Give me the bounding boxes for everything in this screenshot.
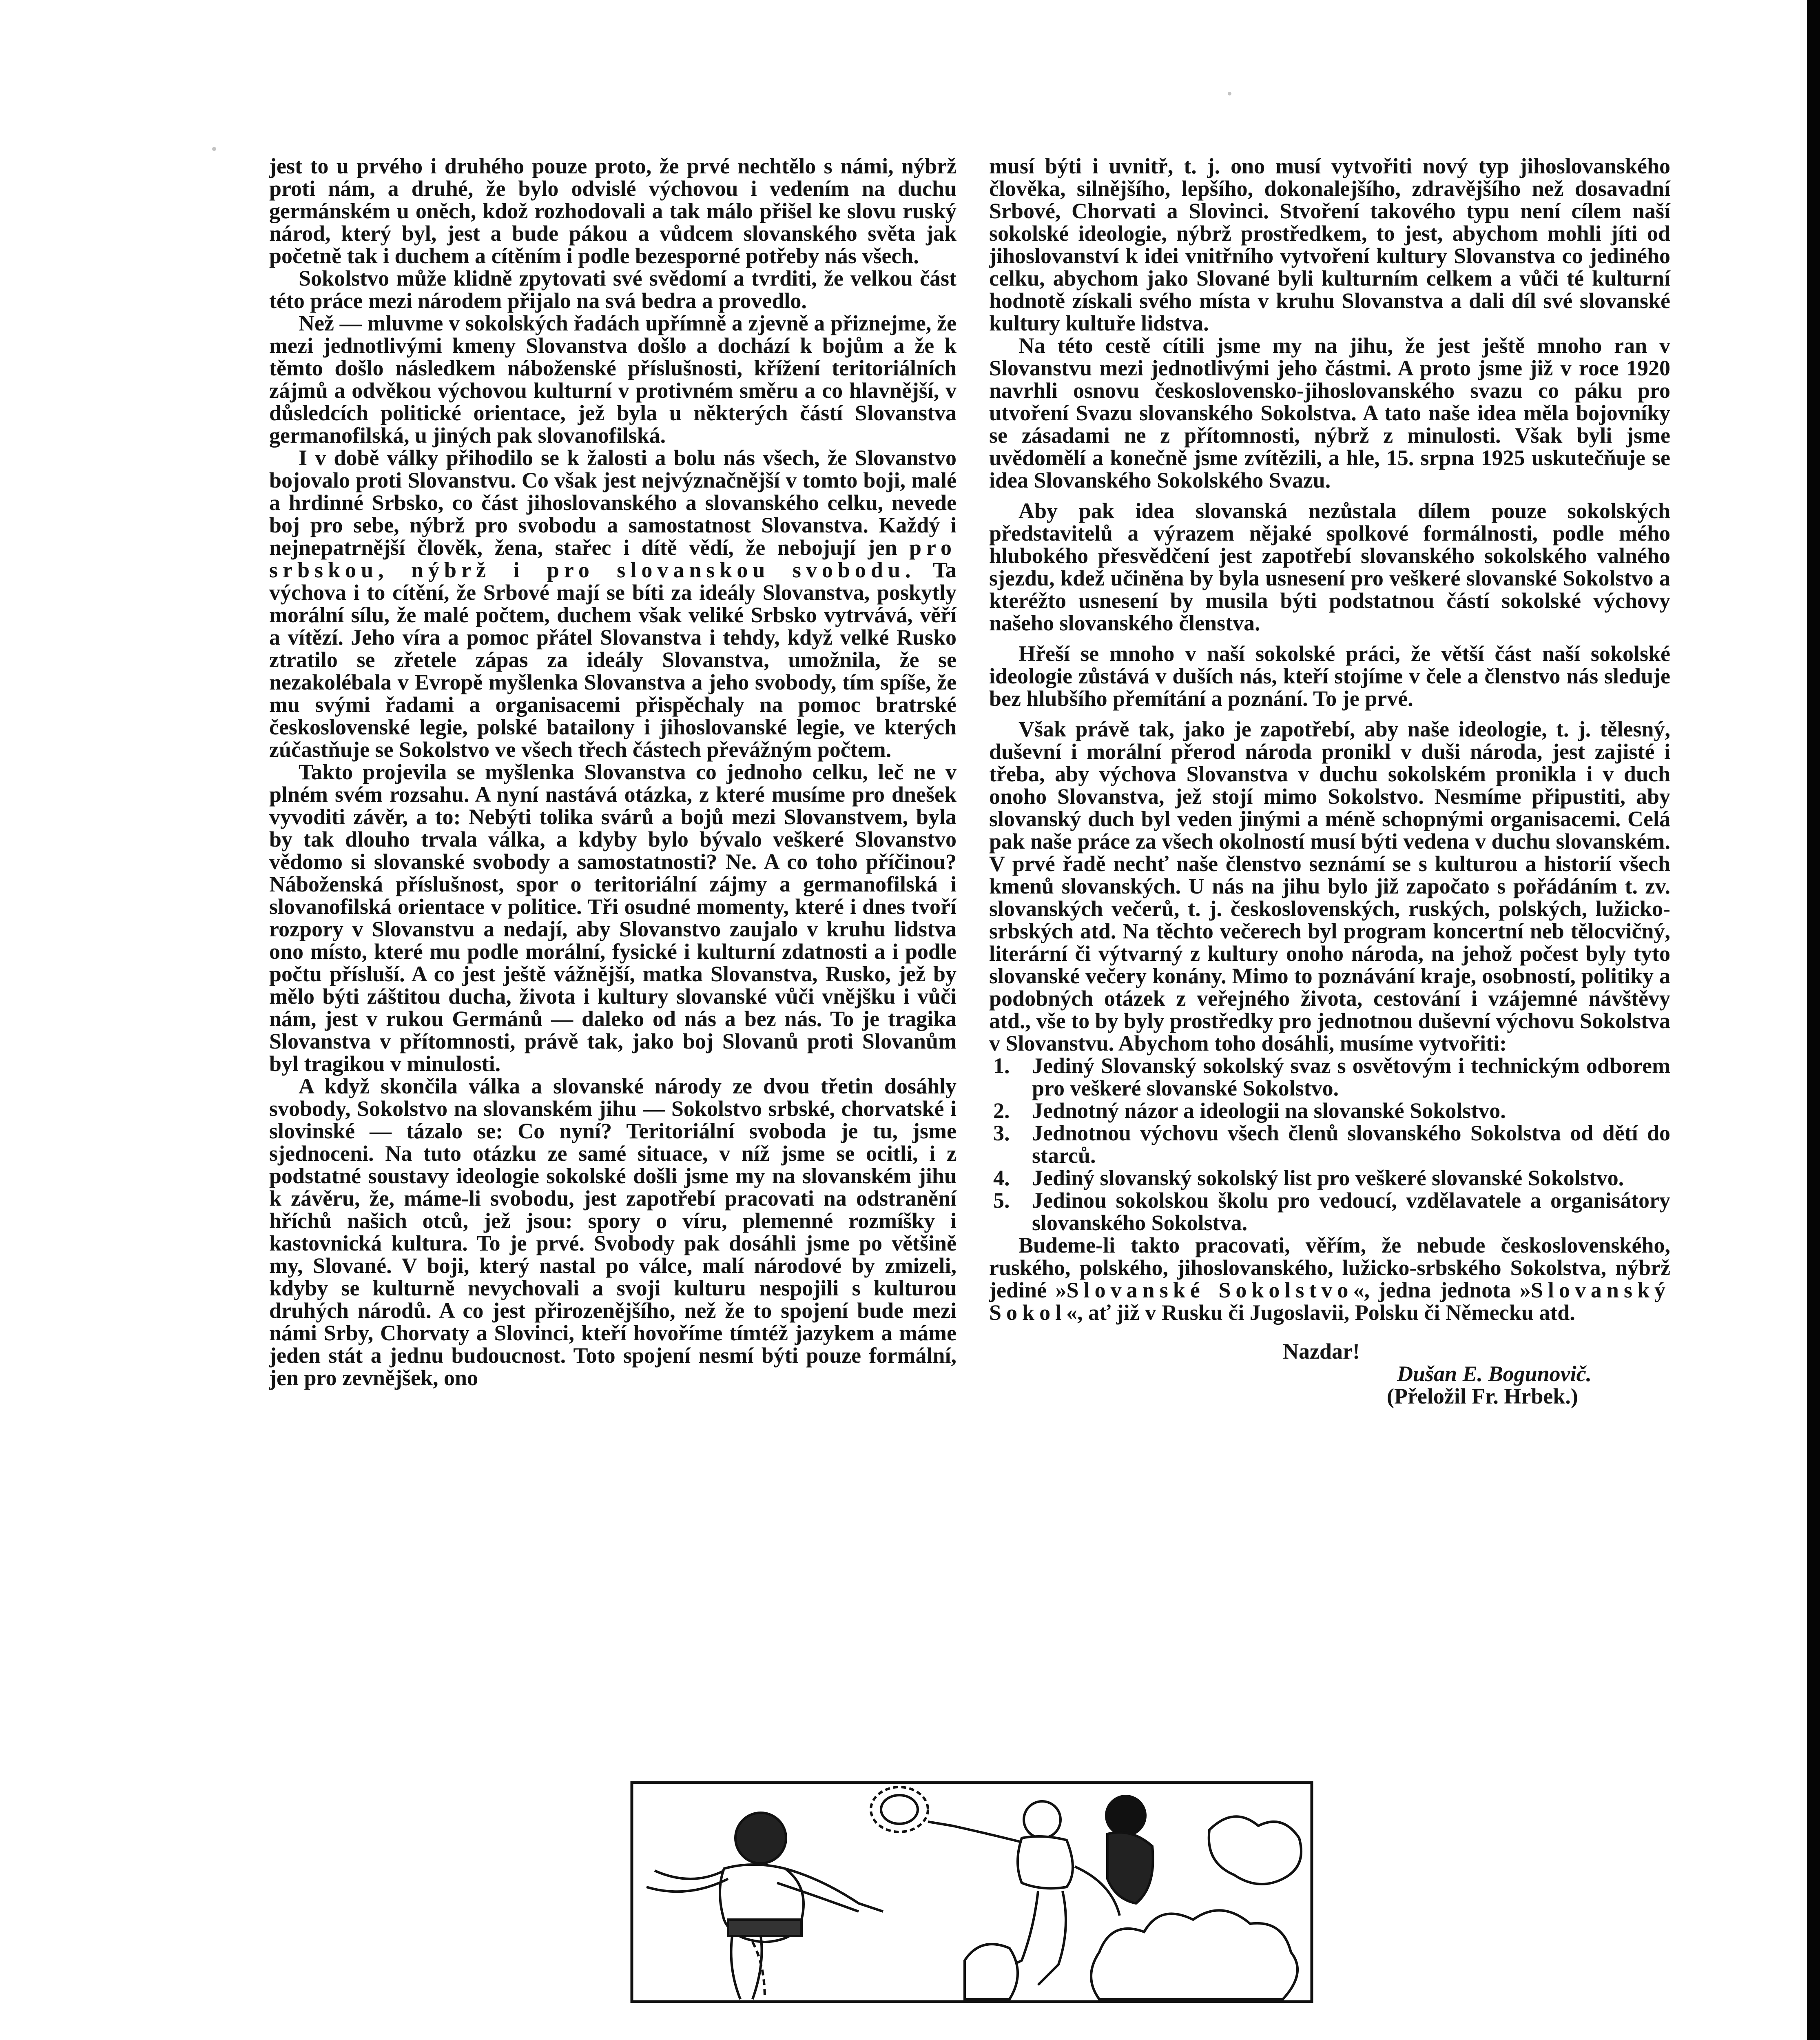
dark-figure-right (1106, 1796, 1153, 1903)
paragraph: Na této cestě cítili jsme my na jihu, že jest ještě mnoho ran v Slovanstvu mezi jednotlivými jeho částmi. A proto jsme již v roce 1920 navrhli osnovu československo-jihoslovanského svazu co páku pro utvoření Svazu slovanského Sokolstva. A tato naše idea měla bojovníky se zásadami ne z přítomnosti, nýbrž z minulosti. Však byli jsme uvědomělí a konečně jsme zvítězili, a hle, 15. srpna 1925 uskutečňuje se idea Slovanského Sokolského Svazu. (989, 333, 1670, 492)
author-signature: Dušan E. Bogunovič. (1397, 1361, 1592, 1386)
left-text-column (269, 155, 956, 1389)
salutation: Nazdar! (1283, 1339, 1360, 1364)
paragraph: Než — mluvme v sokolských řadách upřímně a zjevně a přiznejme, že mezi jednotlivými kmeny Slovanstva došlo a dochází k bojům a že k těmto došlo následkem náboženské příslušnosti, křížení teritoriálních zájmů a odvěkou výchovou kulturní v protivném směru a co hlavnější, v důsledcích politické orientace, jež byla u některých částí Slovanstva germanofilská, u jiných pak slovanofilská. (269, 311, 956, 448)
list-number: 5. (993, 1188, 1010, 1213)
translator-credit: (Přeložil Fr. Hrbek.) (1387, 1384, 1578, 1408)
spaced-emphasis: Slovanské Sokolstvo (1066, 1278, 1353, 1302)
closing-paragraph (989, 1234, 1670, 1324)
paragraph: jest to u prvého i druhého pouze proto, že prvé nechtělo s námi, nýbrž proti nám, a druhé, že bylo odvislé výchovou i vedením na duchu germánském u oněch, kdož rozhodovali a tak málo přišel ke slovu ruský národ, který byl, jest a bude pákou a vůdcem slovanského světa jak početně tak i duchem a cítěním i podle bezesporné potřeby nás všech. (269, 154, 956, 268)
paragraph: Aby pak idea slovanská nezůstala dílem pouze sokolských představitelů a výrazem nějaké spolkové formálnosti, podle mého hlubokého přesvědčení jest zapotřebí slovanského sokolského valného sjezdu, kdež učiněna by byla usnesení pro veškeré slovanské Sokolstvo a kteréžto usnesení by musila býti podstatnou částí sokolské výchovy našeho slovanského členstva. (989, 499, 1670, 635)
paragraph-text: Budeme-li takto pracovati, věřím, že nebude československého, ruského, polského, jihoslovanského, lužicko-srbského Sokolstva, nýbrž jediné » (989, 1233, 1670, 1302)
scan-speck (212, 147, 216, 151)
paragraph-text: «, ať již v Rusku či Jugoslavii, Polsku či Německu atd. (1066, 1300, 1575, 1325)
paragraph: A když skončila válka a slovanské národy ze dvou třetin dosáhly svobody, Sokolstvo na slovanském jihu — Sokolstvo srbské, chorvatské i slovinské — tázalo se: Co nyní? Teritoriální svoboda je tu, jsme sjednoceni. Na tuto otázku ze samé situace, v níž jsme se ocitli, i z podstatné soustavy ideologie sokolské došli jsme my na slovanském jihu k závěru, že, máme-li svobodu, jest zapotřebí pracovati na odstranění hříchů našich otců, jež jsou: spory o víru, plemenné rozmíšky i kastovnická kultura. To je prvé. Svobody pak dosáhli jsme po většině my, Slované. V boji, který nastal po válce, malí národové by zmizeli, kdyby se kulturně nevychovali a svoji kulturu nespojili s kulturou druhých národů. A co jest přirozenějšího, než že to spojení bude mezi námi Srby, Chorvaty a Slovinci, kteří hovoříme tímtéž jazykem a máme jeden stát a jednu budoucnost. Toto spojení nesmí býti pouze formální, jen pro zevnějšek, ono (269, 1074, 956, 1390)
list-number: 4. (993, 1166, 1010, 1190)
paragraph: Sokolstvo může klidně zpytovati své svědomí a tvrditi, že velkou část této práce mezi národem přijalo na svá bedra a provedlo. (269, 266, 956, 313)
numbered-list (989, 1055, 1670, 1234)
paragraph-text: I v době války přihodilo se k žalosti a bolu nás všech, že Slovanstvo bojovalo proti Slovanstvu. Co však jest nejvýznačnější v tomto boji, malé a hrdinné Srbsko, co část jihoslovanského a slovanského celku, nevede boj pro sebe, nýbrž pro svobodu a samostatnost Slovanstva. Každý i nejnepatrnější člověk, žena, stařec i dítě vědí, že nebojují jen (269, 446, 956, 560)
paragraph: Hřeší se mnoho v naší sokolské práci, že větší část naší sokolské ideologie zůstává v duších nás, kteří stojíme v čele a členstvo nás sleduje bez hlubšího přemítání a poznání. To je prvé. (989, 641, 1670, 711)
paragraph: musí býti i uvnitř, t. j. ono musí vytvořiti nový typ jihoslovanského člověka, silnějšího, lepšího, dokonalejšího, zdravějšího než dosavadní Srbové, Chorvati a Slovinci. Stvoření takového typu není cílem naší sokolské ideologie, nýbrž prostředkem, to jest, abychom mohli jíti od jihoslovanství k idei vnitřního vytvoření kultury Slovanstva co jediného celku, abychom jako Slované byli kulturním celkem a vůči té kulturní hodnotě získali svého místa v kruhu Slovanstva a dali díl své slovanské kultury kultuře lidstva. (989, 154, 1670, 335)
spaced-emphasis: pro srbskou, nýbrž i pro slovanskou svobodu. (269, 535, 957, 582)
decorative-illustration (630, 1781, 1313, 2003)
list-text: Jediný slovanský sokolský list pro veškeré slovanské Sokolstvo. (1032, 1166, 1624, 1190)
list-number: 1. (993, 1053, 1010, 1078)
paragraph: Takto projevila se myšlenka Slovanstva co jednoho celku, leč ne v plném svém rozsahu. A nyní nastává otázka, z které musíme pro dnešek vyvoditi závěr, a to: Nebýti tolika svárů a bojů mezi Slovanstvem, byla by tak dlouho trvala válka, a kdyby bylo bývalo veškeré Slovanstvo vědomo si slovanské svobody a samostatnosti? Ne. A co toho příčinou? Náboženská příslušnost, spor o teritoriální zájmy a germanofilská i slovanofilská orientace v politice. Tři osudné momenty, které i dnes tvoří rozpory v Slovanstvu a nedají, aby Slovanstvo zaujalo v kruhu lidstva ono místo, které mu podle morální, fysické i kulturní zdatnosti a i podle počtu přísluší. A co jest ještě vážnější, matka Slovanstva, Rusko, jež by mělo býti záštitou ducha, života i kultury slovanské vůči vnějšku i vůči nám, jest v rukou Germánů — daleko od nás a bez nás. To je tragika Slovanstva v přítomnosti, právě tak, jako boj Slovanů proti Slovanům byl tragikou v minulosti. (269, 760, 956, 1076)
list-item (989, 1055, 1670, 1100)
list-text: Jednotný názor a ideologii na slovanské Sokolstvo. (1032, 1098, 1506, 1123)
list-item (989, 1122, 1670, 1167)
paragraph-text: Ta výchova i to cítění, že Srbové mají se bíti za ideály Slovanstva, poskytly morální sílu, že malé počtem, duchem však veliké Srbsko vytrvává, věří a vítězí. Jeho víra a pomoc přátel Slovanstva i tehdy, když velké Rusko ztratilo se zřetele zápas za ideály Slovanstva, umožnila, že se nezakolébala v Evropě myšlenka Slovanstva a jeho svobody, tím spíše, že mu svými řadami a organisacemi přispěchaly na pomoc bratrské československé legie, polské batailony i jihoslovanské legie, ve kterých zúčastňuje se Sokolstvo ve všech třech částech převážným počtem. (269, 558, 956, 762)
list-text: Jednotnou výchovu všech členů slovanského Sokolstva od dětí do starců. (1032, 1121, 1670, 1168)
scan-frame-right-edge (1807, 0, 1820, 2040)
spaced-emphasis: Slovanský Sokol (989, 1278, 1670, 1325)
list-item (989, 1100, 1670, 1122)
paragraph-war (269, 447, 956, 761)
list-number: 2. (993, 1098, 1010, 1123)
paragraph-text: «, jedna jednota » (1353, 1278, 1531, 1302)
head-shape (735, 1813, 786, 1863)
list-item (989, 1167, 1670, 1189)
paragraph: Však právě tak, jako je zapotřebí, aby naše ideologie, t. j. tělesný, duševní i morální přerod národa pronikl v duši národa, jest zajisté i třeba, aby výchova Slovanstva v duchu sokolském pronikla i v duch onoho Slovanstva, jež stojí mimo Sokolstvo. Nesmíme připustiti, aby slovanský duch byl veden jinými a méně schopnými organisacemi. Celá pak naše práce za všech okolností musí býti vedena v duchu slovanském. V prvé řadě nechť naše členstvo seznámí se s kulturou a historií všech kmenů slovanských. U nás na jihu bylo již započato s pořádáním t. zv. slovanských večerů, t. j. československých, ruských, polských, lužicko-srbských atd. Na těchto večerech byl program koncertní neb tělocvičný, literární či výtvarný z kultury onoho národa, na jehož počest byly tyto slovanské večery konány. Mimo to poznávání kraje, osobností, politiky a podobných otázek z veřejného života, cestování i vzájemné návštěvy atd., vše to by byly prostředky pro jednotnou duševní výchovu Sokolstva v Slovanstvu. Abychom toho dosáhli, musíme vytvořiti: (989, 717, 1670, 1055)
list-text: Jediný Slovanský sokolský svaz s osvětovým i technickým odborem pro veškeré slovanské Sokolstvo. (1032, 1053, 1670, 1100)
list-text: Jedinou sokolskou školu pro vedoucí, vzdělavatele a organisátory slovanského Sokolstva. (1032, 1188, 1670, 1235)
list-item (989, 1189, 1670, 1234)
scan-speck (1228, 92, 1231, 95)
right-text-column (989, 155, 1670, 1408)
list-number: 3. (993, 1121, 1010, 1145)
